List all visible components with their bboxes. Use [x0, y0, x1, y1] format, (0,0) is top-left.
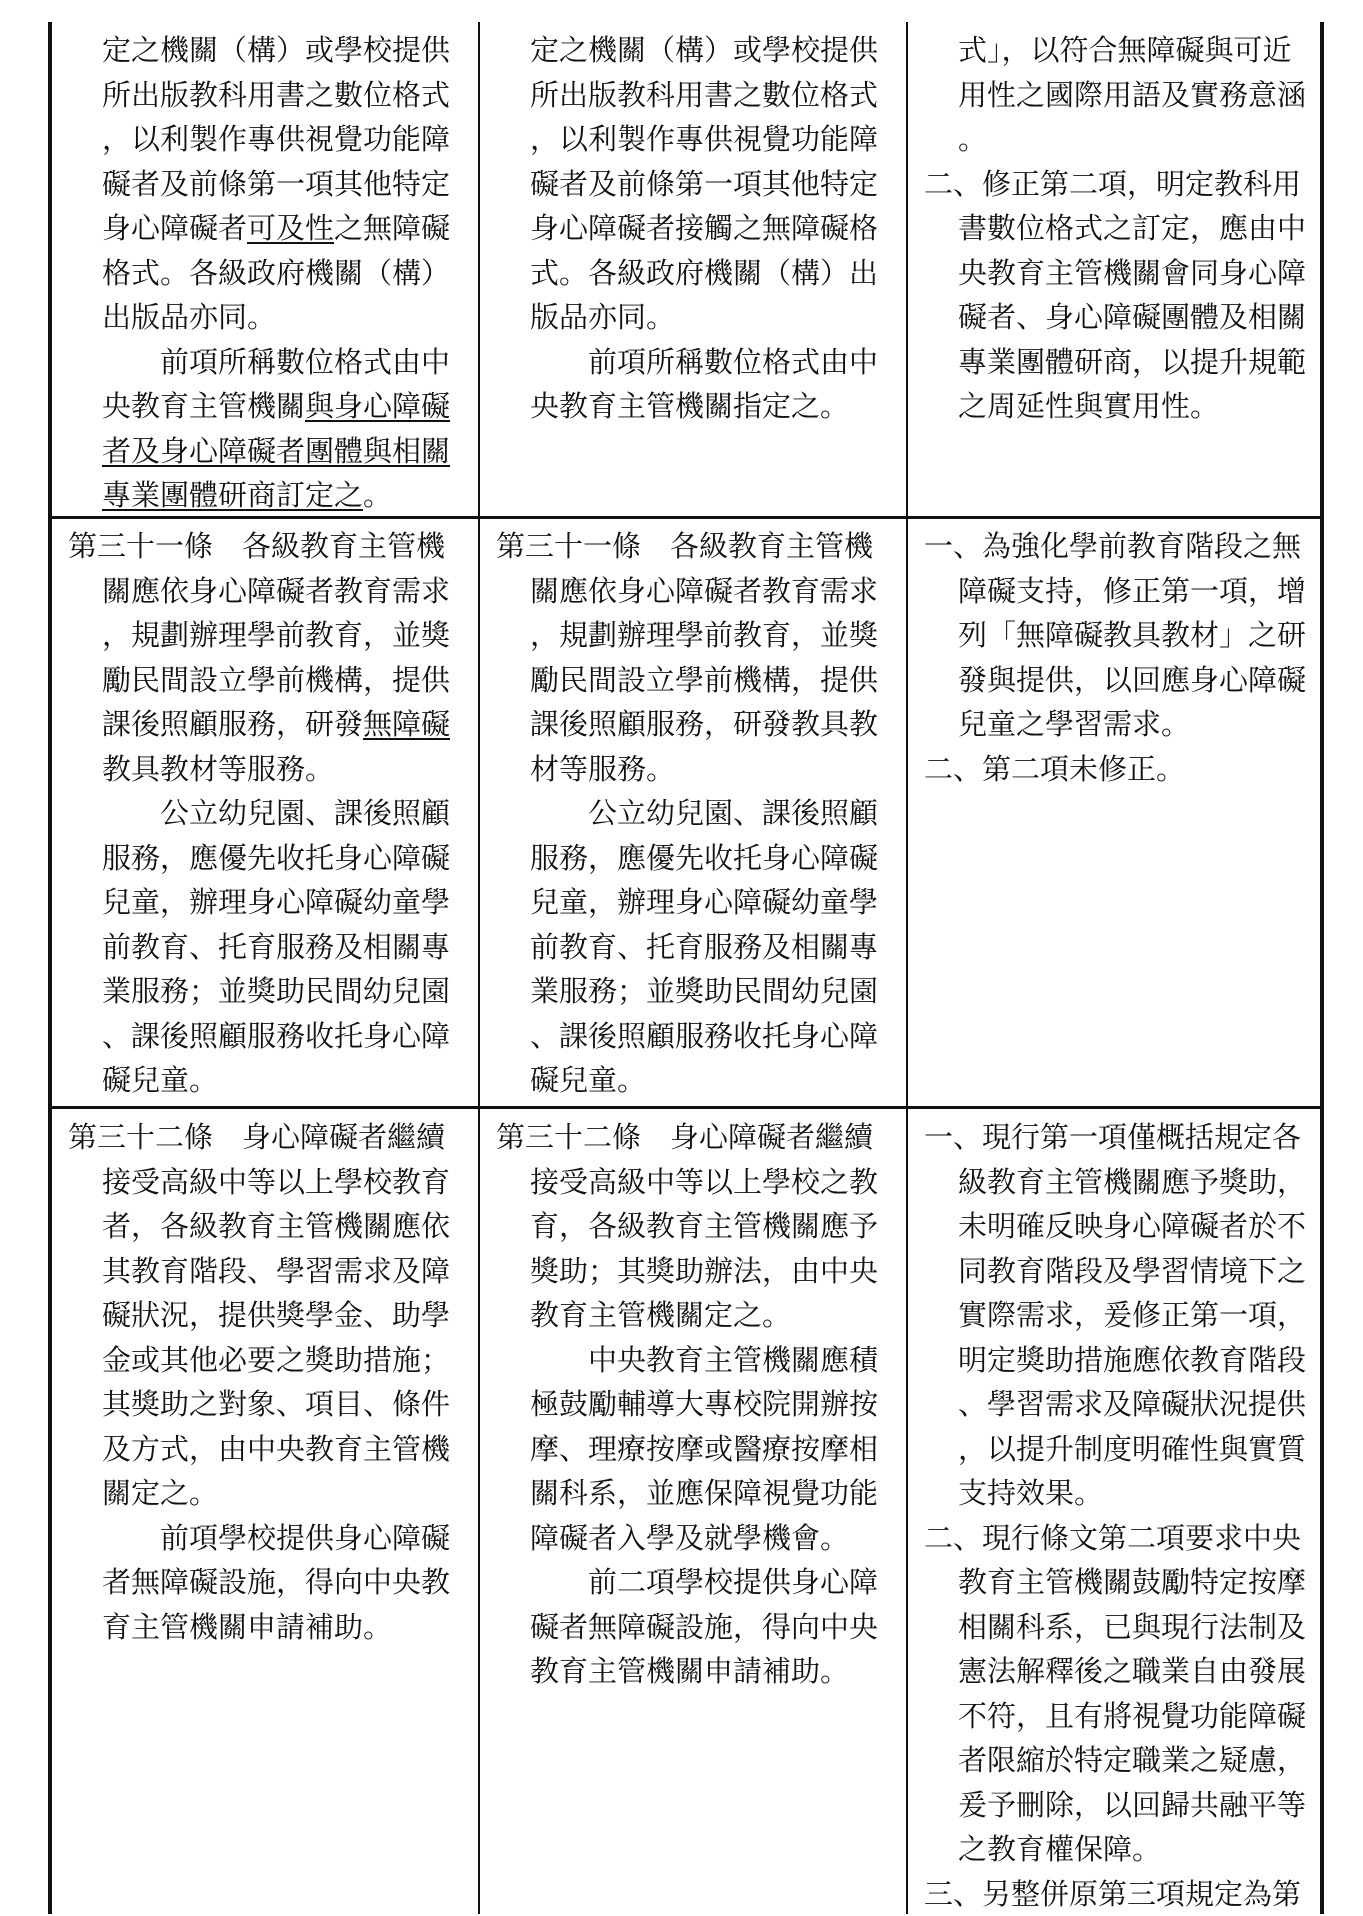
- text-line: [496, 1560, 878, 1605]
- text-segment: 所出版教科用書之數位格式: [102, 78, 450, 112]
- text-segment: 接受高級中等以上學校之教: [530, 1165, 878, 1199]
- text-line: [924, 295, 1306, 340]
- text-segment: 前項學校提供身心障礙: [160, 1521, 450, 1555]
- text-segment: 公立幼兒園、課後照顧: [588, 796, 878, 830]
- text-segment: 央教育主管機關會同身心障: [958, 256, 1306, 290]
- text-line: [496, 836, 878, 881]
- text-segment: 第三十一條 各級教育主管機: [496, 529, 873, 563]
- text-segment: 明定獎助措施應依教育階段: [958, 1343, 1306, 1377]
- text-segment: 定之機關（構）或學校提供: [102, 33, 450, 67]
- text-segment: 關定之。: [102, 1476, 218, 1510]
- text-line: [68, 969, 450, 1014]
- column-divider-1: [478, 22, 480, 1914]
- text-segment: 業服務；並獎助民間幼兒園: [530, 974, 878, 1008]
- text-segment: 教育主管機關申請補助。: [530, 1654, 849, 1688]
- text-line: [68, 1204, 450, 1249]
- text-segment: ，以利製作專供視覺功能障: [530, 122, 878, 156]
- row3-explanation: [924, 1115, 1306, 1916]
- text-segment: 礙兒童。: [102, 1063, 218, 1097]
- underlined-amendment: 可及性: [247, 211, 334, 245]
- text-segment: 者，各級教育主管機關應依: [102, 1209, 450, 1243]
- text-segment: 獎助；其獎助辦法，由中央: [530, 1254, 878, 1288]
- text-line: [68, 473, 450, 518]
- text-line: [924, 1338, 1306, 1383]
- text-segment: 書數位格式之訂定，應由中: [958, 211, 1306, 245]
- text-line: [496, 1382, 878, 1427]
- column-divider-2: [906, 22, 908, 1914]
- text-line: [68, 1605, 450, 1650]
- text-line: [496, 251, 878, 296]
- text-line: [68, 1560, 450, 1605]
- text-segment: 支持效果。: [958, 1476, 1103, 1510]
- row2-amended-text: [68, 524, 450, 1103]
- text-line: [924, 340, 1306, 385]
- text-line: [68, 1427, 450, 1472]
- text-line: [924, 206, 1306, 251]
- text-line: [496, 1014, 878, 1059]
- text-line: [68, 1293, 450, 1338]
- text-line: [496, 73, 878, 118]
- text-segment: 身心障礙者接觸之無障礙格: [530, 211, 878, 245]
- text-line: [68, 117, 450, 162]
- text-segment: 礙者及前條第一項其他特定: [102, 167, 450, 201]
- text-segment: 之教育權保障。: [958, 1832, 1161, 1866]
- text-segment: 極鼓勵輔導大專校院開辦按: [530, 1387, 878, 1421]
- row-divider-2: [48, 1106, 1324, 1109]
- text-segment: 礙者無障礙設施，得向中央: [530, 1610, 878, 1644]
- text-line: [924, 658, 1306, 703]
- text-line: [68, 747, 450, 792]
- text-line: [924, 747, 1306, 792]
- text-line: [68, 28, 450, 73]
- row2-explanation: [924, 524, 1306, 791]
- text-segment: ，以提升制度明確性與實質: [958, 1432, 1306, 1466]
- text-segment: 育主管機關申請補助。: [102, 1610, 392, 1644]
- text-segment: 前教育、托育服務及相關專: [102, 930, 450, 964]
- text-segment: 前二項學校提供身心障: [588, 1565, 878, 1599]
- text-segment: 勵民間設立學前機構，提供: [102, 663, 450, 697]
- text-line: [496, 1058, 878, 1103]
- text-segment: 其獎助之對象、項目、條件: [102, 1387, 450, 1421]
- text-segment: 勵民間設立學前機構，提供: [530, 663, 878, 697]
- underlined-amendment: 專業團體研商訂定之: [102, 478, 363, 512]
- text-line: [68, 1014, 450, 1059]
- text-segment: 。: [363, 478, 392, 512]
- text-line: [496, 569, 878, 614]
- text-line: [496, 1160, 878, 1205]
- text-line: [68, 569, 450, 614]
- text-segment: 前教育、托育服務及相關專: [530, 930, 878, 964]
- text-segment: 第三十二條 身心障礙者繼續: [496, 1120, 873, 1154]
- text-line: [924, 162, 1306, 207]
- text-line: [924, 117, 1306, 162]
- text-segment: 出版品亦同。: [102, 300, 276, 334]
- text-segment: 材等服務。: [530, 752, 675, 786]
- text-line: [924, 1827, 1306, 1872]
- text-line: [68, 658, 450, 703]
- text-segment: 同教育階段及學習情境下之: [958, 1254, 1306, 1288]
- text-segment: 前項所稱數位格式由中: [588, 345, 878, 379]
- text-line: [68, 836, 450, 881]
- text-segment: 二、第二項未修正。: [924, 752, 1185, 786]
- text-segment: 三、另整併原第三項規定為第: [924, 1877, 1301, 1911]
- text-line: [496, 524, 878, 569]
- text-segment: 央教育主管機關指定之。: [530, 389, 849, 423]
- text-line: [496, 28, 878, 73]
- text-segment: 用性之國際用語及實務意涵: [958, 78, 1306, 112]
- text-segment: 公立幼兒園、課後照顧: [160, 796, 450, 830]
- text-segment: 者無障礙設施，得向中央教: [102, 1565, 450, 1599]
- text-line: [496, 1115, 878, 1160]
- text-segment: 服務，應優先收托身心障礙: [102, 841, 450, 875]
- text-line: [68, 295, 450, 340]
- text-line: [924, 1204, 1306, 1249]
- text-line: [924, 1471, 1306, 1516]
- text-line: [496, 1427, 878, 1472]
- text-line: [924, 1516, 1306, 1561]
- text-line: [496, 1605, 878, 1650]
- text-segment: 、課後照顧服務收托身心障: [102, 1019, 450, 1053]
- text-line: [496, 925, 878, 970]
- text-segment: 實際需求，爰修正第一項，: [958, 1298, 1306, 1332]
- text-segment: 育，各級教育主管機關應予: [530, 1209, 878, 1243]
- text-line: [924, 1160, 1306, 1205]
- underlined-amendment: 無障礙: [363, 707, 450, 741]
- text-line: [496, 117, 878, 162]
- text-segment: 一、為強化學前教育階段之無: [924, 529, 1301, 563]
- text-line: [496, 384, 878, 429]
- text-line: [924, 1560, 1306, 1605]
- row1-explanation: [924, 28, 1306, 429]
- text-segment: 所出版教科用書之數位格式: [530, 78, 878, 112]
- text-line: [924, 1115, 1306, 1160]
- text-segment: 前項所稱數位格式由中: [160, 345, 450, 379]
- text-segment: 專業團體研商，以提升規範: [958, 345, 1306, 379]
- text-line: [68, 1516, 450, 1561]
- text-segment: 及方式，由中央教育主管機: [102, 1432, 450, 1466]
- text-segment: 礙者、身心障礙團體及相關: [958, 300, 1306, 334]
- text-segment: 列「無障礙教具教材」之研: [958, 618, 1306, 652]
- text-segment: 定之機關（構）或學校提供: [530, 33, 878, 67]
- text-segment: 兒童之學習需求。: [958, 707, 1190, 741]
- text-segment: 關科系，並應保障視覺功能: [530, 1476, 878, 1510]
- text-segment: 式。各級政府機關（構）出: [530, 256, 878, 290]
- text-line: [68, 1338, 450, 1383]
- text-line: [68, 524, 450, 569]
- text-line: [924, 1783, 1306, 1828]
- text-segment: 未明確反映身心障礙者於不: [958, 1209, 1306, 1243]
- text-line: [496, 340, 878, 385]
- text-line: [68, 1160, 450, 1205]
- text-segment: ，規劃辦理學前教育，並獎: [530, 618, 878, 652]
- text-segment: 課後照顧服務，研發教具教: [530, 707, 878, 741]
- text-line: [496, 206, 878, 251]
- text-segment: 教育主管機關鼓勵特定按摩: [958, 1565, 1306, 1599]
- text-line: [68, 73, 450, 118]
- text-line: [68, 702, 450, 747]
- text-line: [496, 702, 878, 747]
- text-segment: ，規劃辦理學前教育，並獎: [102, 618, 450, 652]
- text-segment: 中央教育主管機關應積: [588, 1343, 878, 1377]
- text-segment: 礙兒童。: [530, 1063, 646, 1097]
- text-segment: 兒童，辦理身心障礙幼童學: [102, 885, 450, 919]
- text-line: [924, 73, 1306, 118]
- text-segment: 礙者及前條第一項其他特定: [530, 167, 878, 201]
- row1-amended-text: [68, 28, 450, 518]
- text-segment: 課後照顧服務，研發: [102, 707, 363, 741]
- text-line: [68, 1471, 450, 1516]
- text-segment: 版品亦同。: [530, 300, 675, 334]
- text-line: [496, 1249, 878, 1294]
- text-segment: 二、修正第二項，明定教科用: [924, 167, 1301, 201]
- text-line: [924, 569, 1306, 614]
- text-line: [68, 1058, 450, 1103]
- text-segment: 之周延性與實用性。: [958, 389, 1219, 423]
- text-segment: 、學習需求及障礙狀況提供: [958, 1387, 1306, 1421]
- text-segment: 憲法解釋後之職業自由發展: [958, 1654, 1306, 1688]
- text-line: [924, 1382, 1306, 1427]
- text-segment: 第三十二條 身心障礙者繼續: [68, 1120, 445, 1154]
- text-segment: 不符，且有將視覺功能障礙: [958, 1699, 1306, 1733]
- text-segment: 其教育階段、學習需求及障: [102, 1254, 450, 1288]
- text-segment: 級教育主管機關應予獎助，: [958, 1165, 1306, 1199]
- text-line: [68, 791, 450, 836]
- text-line: [496, 969, 878, 1014]
- text-line: [496, 880, 878, 925]
- text-line: [924, 1738, 1306, 1783]
- text-segment: 兒童，辦理身心障礙幼童學: [530, 885, 878, 919]
- text-line: [924, 251, 1306, 296]
- text-line: [924, 613, 1306, 658]
- row3-amended-text: [68, 1115, 450, 1649]
- text-segment: 、課後照顧服務收托身心障: [530, 1019, 878, 1053]
- table-left-border: [48, 22, 52, 1914]
- text-segment: ，以利製作專供視覺功能障: [102, 122, 450, 156]
- text-segment: 接受高級中等以上學校教育: [102, 1165, 450, 1199]
- text-line: [496, 1293, 878, 1338]
- text-line: [496, 613, 878, 658]
- text-line: [68, 925, 450, 970]
- text-line: [68, 1115, 450, 1160]
- text-segment: 服務，應優先收托身心障礙: [530, 841, 878, 875]
- text-segment: 格式。各級政府機關（構）: [102, 256, 450, 290]
- table-right-border: [1320, 22, 1324, 1914]
- text-segment: 金或其他必要之獎助措施；: [102, 1343, 450, 1377]
- text-line: [68, 206, 450, 251]
- text-line: [924, 1249, 1306, 1294]
- text-segment: 一、現行第一項僅概括規定各: [924, 1120, 1301, 1154]
- text-line: [496, 162, 878, 207]
- text-segment: 爰予刪除，以回歸共融平等: [958, 1788, 1306, 1822]
- text-line: [924, 1427, 1306, 1472]
- text-line: [496, 1516, 878, 1561]
- text-segment: 央教育主管機關: [102, 389, 305, 423]
- text-segment: 相關科系，已與現行法制及: [958, 1610, 1306, 1644]
- text-segment: 身心障礙者: [102, 211, 247, 245]
- text-line: [68, 613, 450, 658]
- text-line: [68, 1382, 450, 1427]
- text-segment: 教具教材等服務。: [102, 752, 334, 786]
- text-line: [68, 340, 450, 385]
- text-line: [496, 1204, 878, 1249]
- row2-current-text: [496, 524, 878, 1103]
- text-line: [924, 1293, 1306, 1338]
- text-segment: 二、現行條文第二項要求中央: [924, 1521, 1301, 1555]
- text-segment: 發與提供，以回應身心障礙: [958, 663, 1306, 697]
- text-line: [496, 747, 878, 792]
- comparison-table: [48, 22, 1324, 1914]
- text-line: [68, 429, 450, 474]
- text-line: [496, 791, 878, 836]
- text-line: [924, 1872, 1306, 1916]
- text-line: [924, 1649, 1306, 1694]
- text-segment: 業服務；並獎助民間幼兒園: [102, 974, 450, 1008]
- text-segment: 教育主管機關定之。: [530, 1298, 791, 1332]
- text-line: [68, 1249, 450, 1294]
- text-line: [924, 702, 1306, 747]
- text-segment: 礙狀況，提供獎學金、助學: [102, 1298, 450, 1332]
- text-segment: 式」，以符合無障礙與可近: [958, 33, 1292, 67]
- text-line: [496, 295, 878, 340]
- text-segment: 之無障礙: [334, 211, 450, 245]
- text-segment: 關應依身心障礙者教育需求: [530, 574, 878, 608]
- text-line: [68, 251, 450, 296]
- text-segment: 第三十一條 各級教育主管機: [68, 529, 445, 563]
- text-line: [924, 384, 1306, 429]
- text-segment: 關應依身心障礙者教育需求: [102, 574, 450, 608]
- text-line: [68, 880, 450, 925]
- text-line: [496, 1338, 878, 1383]
- text-line: [496, 1649, 878, 1694]
- text-segment: 障礙支持，修正第一項，增: [958, 574, 1306, 608]
- underlined-amendment: 者及身心障礙者團體與相關: [102, 434, 450, 468]
- text-segment: 者限縮於特定職業之疑慮，: [958, 1743, 1306, 1777]
- row3-current-text: [496, 1115, 878, 1694]
- text-line: [924, 524, 1306, 569]
- text-line: [496, 658, 878, 703]
- text-segment: 摩、理療按摩或醫療按摩相: [530, 1432, 878, 1466]
- underlined-amendment: 與身心障礙: [305, 389, 450, 423]
- text-segment: 。: [958, 122, 987, 156]
- text-line: [924, 1605, 1306, 1650]
- text-line: [496, 1471, 878, 1516]
- row1-current-text: [496, 28, 878, 429]
- text-line: [68, 162, 450, 207]
- text-line: [68, 384, 450, 429]
- text-segment: 障礙者入學及就學機會。: [530, 1521, 849, 1555]
- text-line: [924, 28, 1306, 73]
- text-line: [924, 1694, 1306, 1739]
